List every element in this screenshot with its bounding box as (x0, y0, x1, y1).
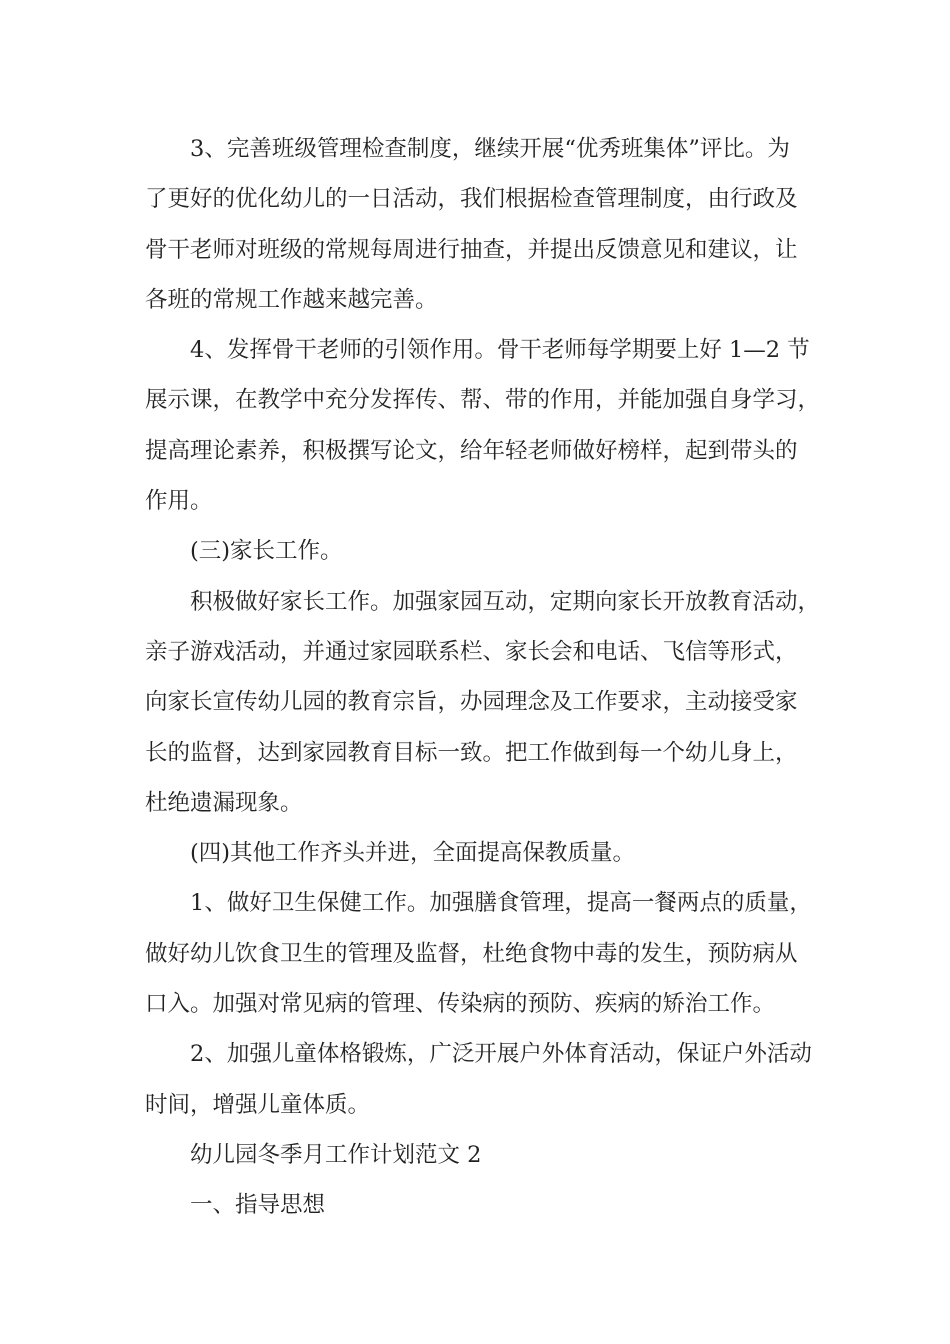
document-body (145, 124, 821, 1231)
body-line: 杜绝遗漏现象。 (145, 789, 303, 816)
body-line: 了更好的优化幼儿的一日活动，我们根据检查管理制度，由行政及 (145, 186, 798, 213)
body-line: 2、加强儿童体格锻炼，广泛开展户外体育活动，保证户外活动 (190, 1041, 812, 1068)
body-line: 长的监督，达到家园教育目标一致。把工作做到每一个幼儿身上， (145, 739, 798, 766)
body-line: 口入。加强对常见病的管理、传染病的预防、疾病的矫治工作。 (145, 991, 776, 1018)
document-subtitle: 幼儿园冬季月工作计划范文 2 (190, 1141, 482, 1168)
section-heading: (三)家长工作。 (190, 538, 343, 565)
body-line: 各班的常规工作越来越完善。 (145, 286, 438, 313)
body-line: 亲子游戏活动，并通过家园联系栏、家长会和电话、飞信等形式， (145, 638, 798, 665)
body-line: 积极做好家长工作。加强家园互动，定期向家长开放教育活动， (190, 588, 821, 615)
body-line: 作用。 (145, 488, 213, 515)
body-line: 展示课，在教学中充分发挥传、帮、带的作用，并能加强自身学习， (145, 387, 821, 414)
section-heading: 一、指导思想 (190, 1192, 326, 1219)
body-line: 做好幼儿饮食卫生的管理及监督，杜绝食物中毒的发生，预防病从 (145, 940, 798, 967)
body-line: 1、做好卫生保健工作。加强膳食管理，提高一餐两点的质量， (190, 890, 812, 917)
body-line: 时间，增强儿童体质。 (145, 1091, 371, 1118)
body-line: 3、完善班级管理检查制度，继续开展“优秀班集体”评比。为 (190, 136, 790, 162)
body-line: 向家长宣传幼儿园的教育宗旨，办园理念及工作要求，主动接受家 (145, 689, 798, 716)
body-line: 骨干老师对班级的常规每周进行抽查，并提出反馈意见和建议，让 (145, 236, 798, 263)
body-line: 提高理论素养，积极撰写论文，给年轻老师做好榜样，起到带头的 (145, 437, 798, 464)
body-line: 4、发挥骨干老师的引领作用。骨干老师每学期要上好 1—2 节 (190, 337, 810, 364)
section-heading: (四)其他工作齐头并进，全面提高保教质量。 (190, 840, 636, 867)
